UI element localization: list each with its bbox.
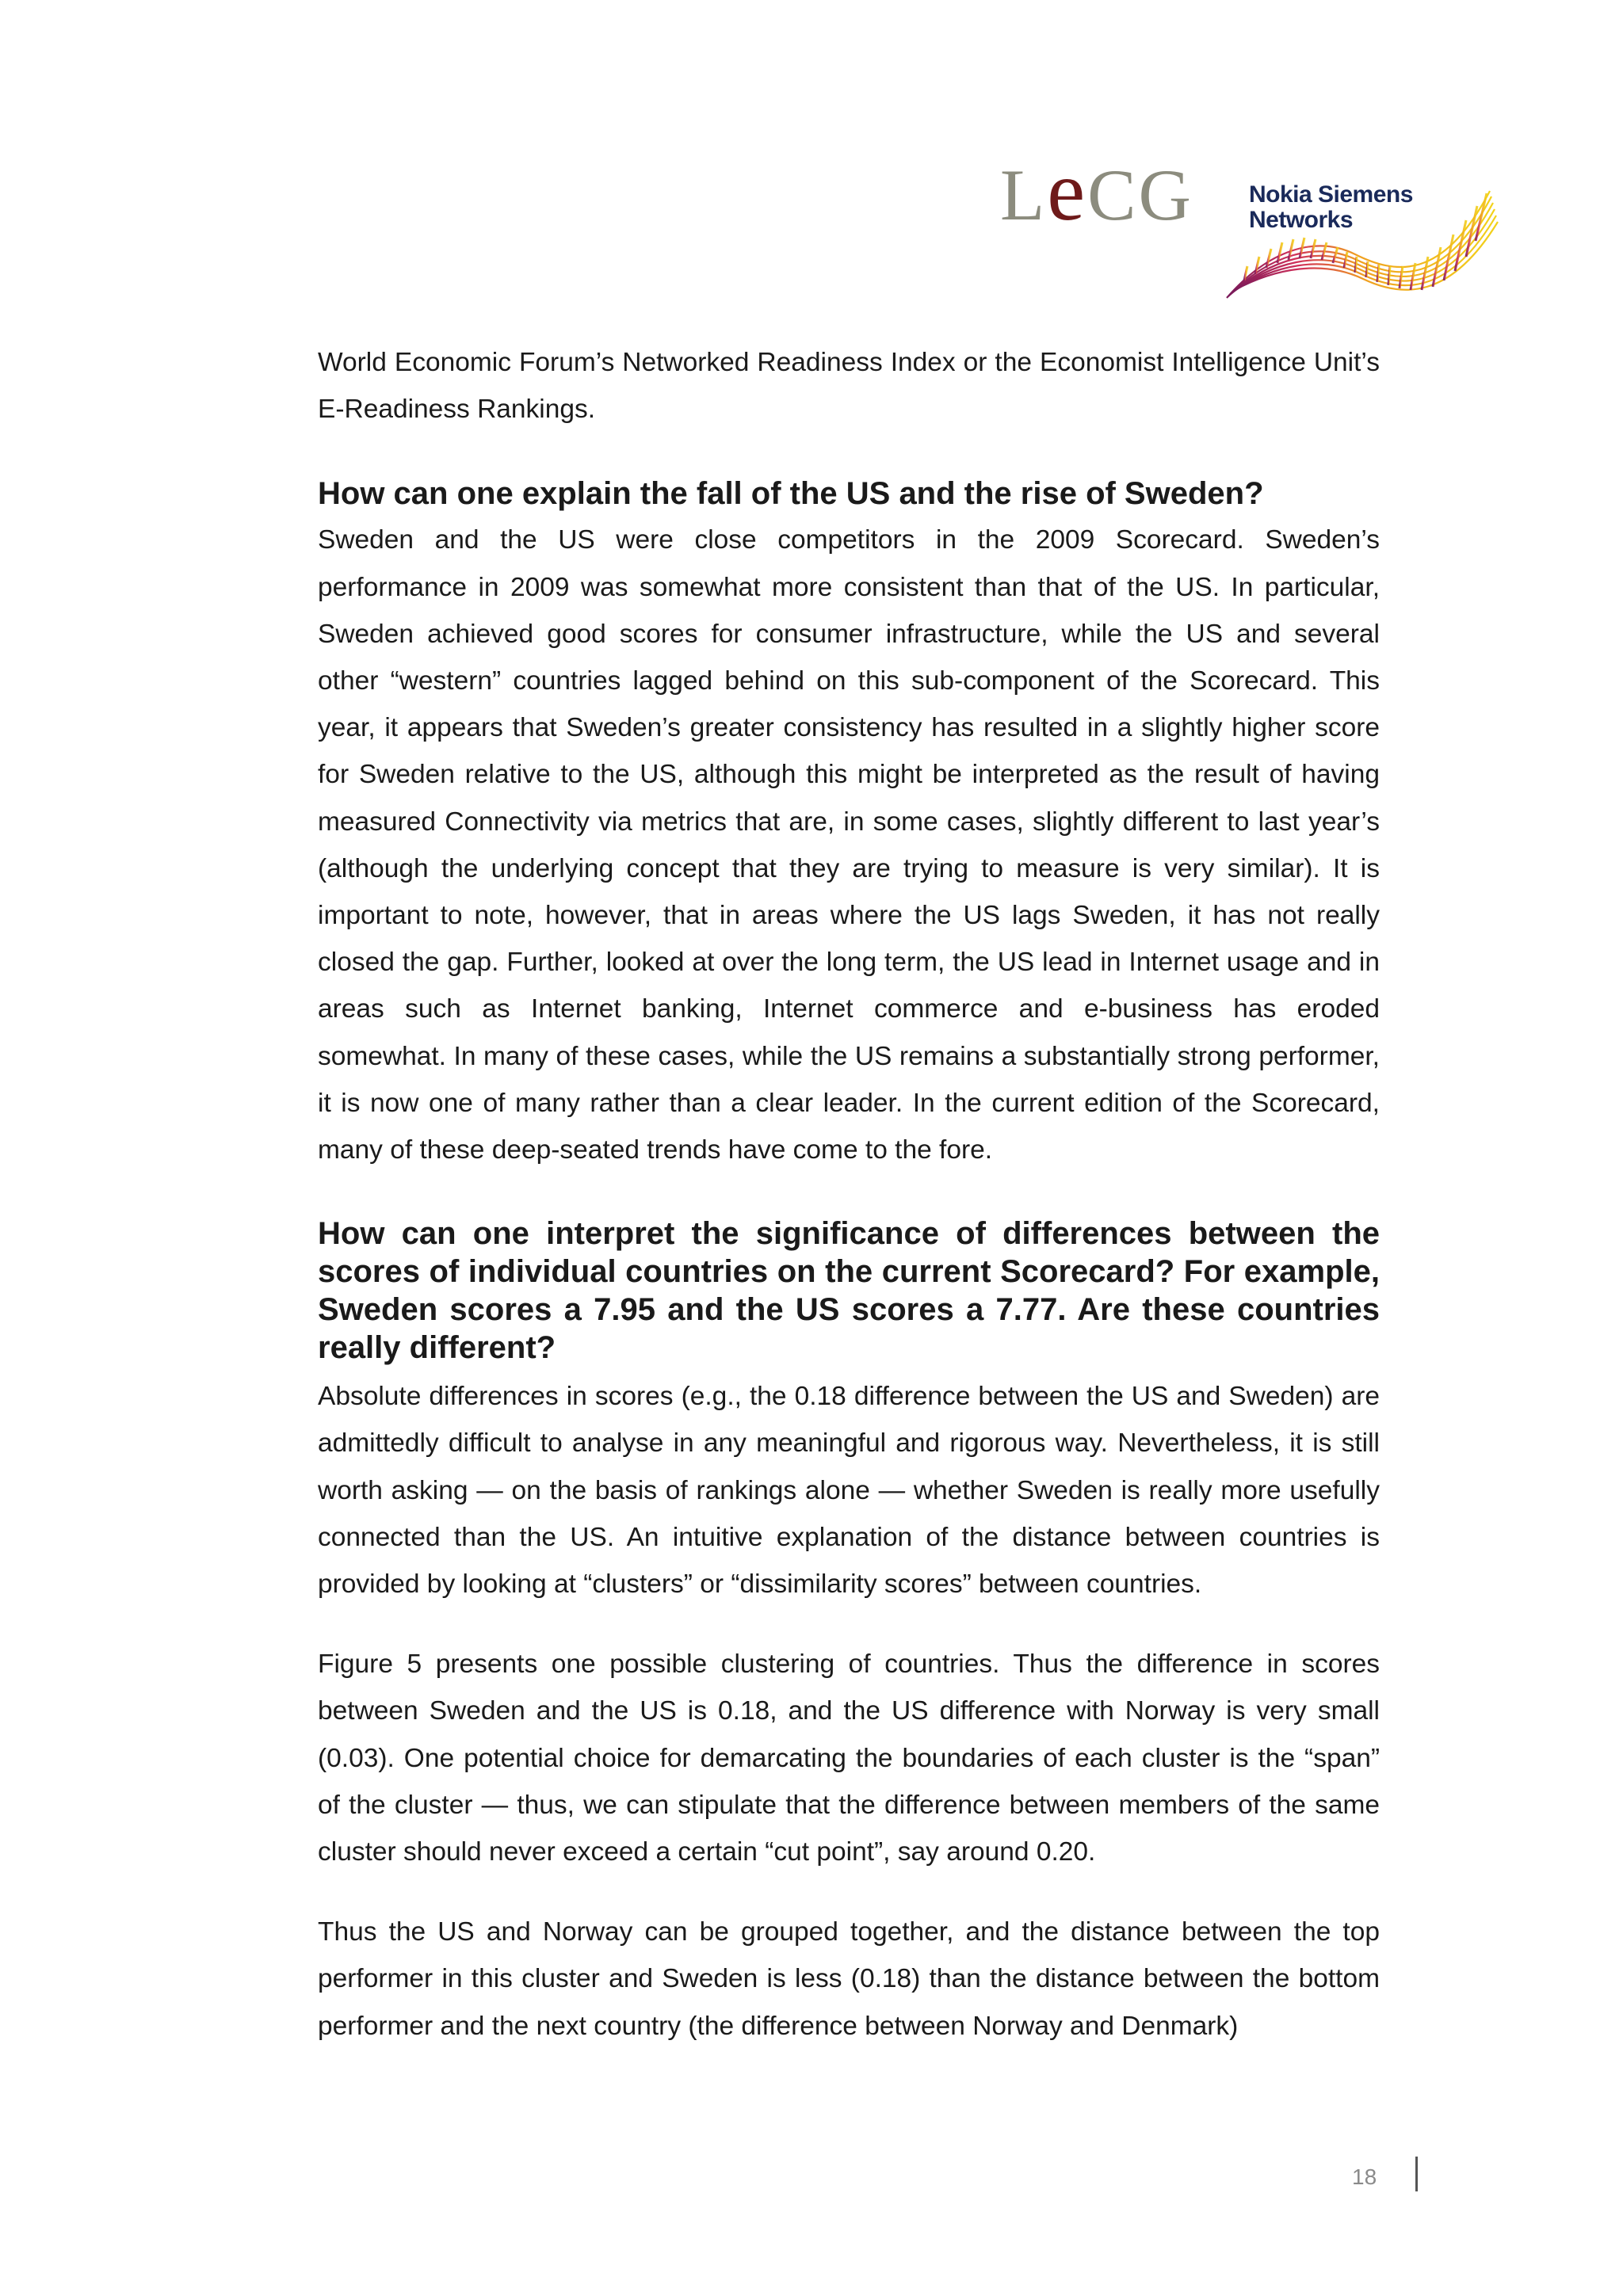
lecg-logo: LeCG	[1000, 144, 1193, 238]
logo-line-2: Networks	[1249, 207, 1354, 233]
section-heading-1: How can one explain the fall of the US and the rise of Sweden?	[318, 476, 1264, 512]
paragraph-3: Figure 5 presents one possible clustering of countries. Thus the difference in scores between Sweden and the US is 0.18, and the US difference with Norway is very small (0.03). One potential choice for demarcating the boundaries of each cluster is the “span” of the cluster — thus, we can stipulate that the difference between members of the same cluster should never exceed a certain “cut point”, say around 0.20.	[318, 1650, 1380, 1867]
intro-paragraph: World Economic Forum’s Networked Readiness Index or the Economist Intelligence Unit’s E-Readiness Rankings.	[318, 348, 1380, 425]
page-number: 18	[1352, 2164, 1377, 2189]
main-content	[318, 339, 1380, 2050]
paragraph-2: Absolute differences in scores (e.g., the 0.18 difference between the US and Sweden) are admittedly difficult to analyse in any meaningful and rigorous way. Nevertheless, it is still worth asking — on the basis of rankings alone — whether Sweden is really more usefully connected than the US. An intuitive explanation of the distance between countries is provided by looking at “clusters” or “dissimilarity scores” between countries.	[318, 1382, 1380, 1600]
footer-divider	[1415, 2157, 1418, 2191]
paragraph-4: Thus the US and Norway can be grouped together, and the distance between the top performer in this cluster and Sweden is less (0.18) than the distance between the bottom performer and the next country (the difference between Norway and Denmark)	[318, 1917, 1380, 2041]
page-header	[0, 0, 1623, 333]
section-heading-2: How can one interpret the significance of differences between the scores of individual countries on the current Scorecard? For example, Sweden scores a 7.95 and the US scores a 7.77. Are these countries really different?	[318, 1216, 1380, 1366]
logo-line-1: Nokia Siemens	[1249, 181, 1413, 208]
paragraph-1: Sweden and the US were close competitors in the 2009 Scorecard. Sweden’s performance in 2009 was somewhat more consistent than that of the US. In particular, Sweden achieved good scores for consumer infrastructure, while the US and several other “western” countries lagged behind on this sub-component of the Scorecard. This year, it appears that Sweden’s greater consistency has resulted in a slightly higher score for Sweden relative to the US, although this might be interpreted as the result of having measured Connectivity via metrics that are, in some cases, slightly different to last year’s (although the underlying concept that they are trying to measure is very similar). It is important to note, however, that in areas where the US lags Sweden, it has not really closed the gap. Further, looked at over the long term, the US lead in Internet usage and in areas such as Internet banking, Internet commerce and e-business has eroded somewhat. In many of these cases, while the US remains a substantially strong performer, it is now one of many rather than a clear leader. In the current edition of the Scorecard, many of these deep-seated trends have come to the fore.	[318, 525, 1380, 1165]
nokia-siemens-logo-text	[1249, 182, 1413, 233]
